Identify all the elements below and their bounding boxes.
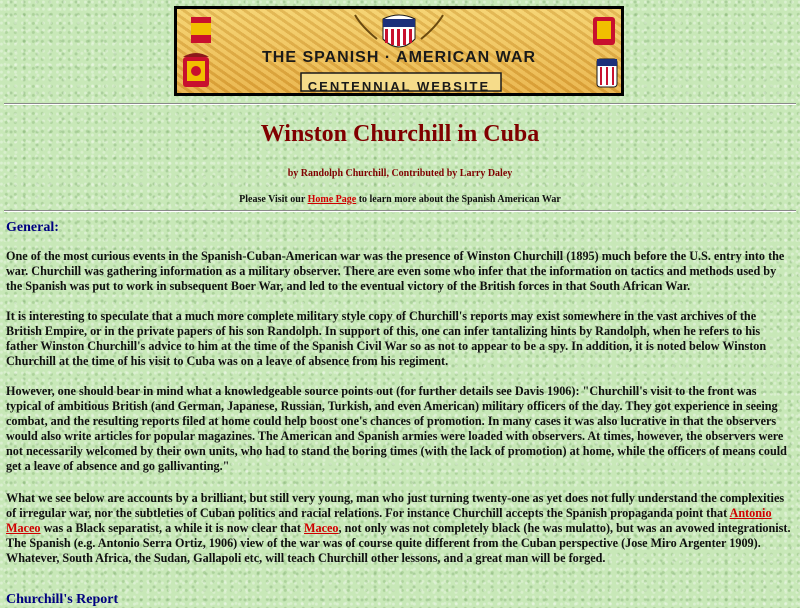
byline: by Randolph Churchill, Contributed by Larry Daley [287,168,513,179]
section-heading-report: Churchill's Report [6,592,119,607]
divider [4,210,796,212]
maceo-link[interactable]: Maceo [304,521,339,535]
home-page-link[interactable]: Home Page [307,194,357,205]
site-banner[interactable] [174,6,624,96]
banner-subtitle: CENTENNIAL WEBSITE [307,79,491,94]
paragraph-4-text: was a Black separatist, a while it is now clear that [40,521,305,535]
page-title: Winston Churchill in Cuba [260,121,540,147]
paragraph-1: One of the most curious events in the Spanish-Cuban-American war was the presence of Winston Churchill (1895) much before the U.S. entry into the war. Churchill was gathering information as a military observer. There are even some who infer that the information on tactics and methods used by the Spanish was put to work in subsequent Boer War, and led to the eventual victory of the British forces in that South African War. [6,249,785,293]
home-page-notice [0,194,800,205]
notice-text-before: Please Visit our [239,194,308,205]
paragraph-4-text: What we see below are accounts by a brilliant, but still very young, man who just turning twenty-one as yet does not fully understand the complexities of irregular war, nor the subtleties of Cuban politics and racial relations. For instance Churchill accepts the Spanish propaganda point that [6,491,785,520]
paragraph-4-text: , not only was not completely black (he was mulatto), but was an avowed integrationist. The Spanish (e.g. Antonio Serra Ortiz, 1906) view of the war was of course quite different from the Cuban perspective (Jose Miro Argenter 1909). Whatever, South Africa, the Sudan, Gallapoli etc, will teach Churchill other lessons, and a great man will be forged. [6,521,791,565]
banner-title: THE SPANISH · AMERICAN WAR [262,49,536,66]
antonio-maceo-link[interactable]: Antonio Maceo [6,506,772,535]
paragraph-4 [6,491,794,566]
us-shield-icon [383,15,415,47]
divider [4,103,796,105]
notice-text-after: to learn more about the Spanish American War [356,194,561,205]
section-heading-general: General: [6,220,59,235]
paragraph-2: It is interesting to speculate that a much more complete military style copy of Churchill's reports may exist somewhere in the vast archives of the British Empire, or in the private papers of his son Randolph. In support of this, one can infer tantalizing hints by Randolph, when he refers to his father Winston Churchill's advice to him at the time of the Spanish Civil War so as not to appear to be a spy. In addition, it is noted below Winston Churchill at the time of his visit to Cuba was on a leave of absence from his regiment. [6,309,767,368]
paragraph-3: However, one should bear in mind what a knowledgeable source points out (for further details see Davis 1906): "Churchill's visit to the front was typical of ambitious British (and German, Japanese, Russian, Turkish, and even American) military officers of the day. They got experience in seeing combat, and the resulting reports filed at home could help boost one's chances of promotion. In many cases it was also lucrative in that the observers would also write articles for popular magazines. The American and Spanish armies were loaded with observers. At times, however, the observers were not necessarily welcomed by their own units, who had to stand the boring times (with the lack of promotion) at home, while the officers of means could get a leave of absence and go gallivanting." [6,384,787,473]
